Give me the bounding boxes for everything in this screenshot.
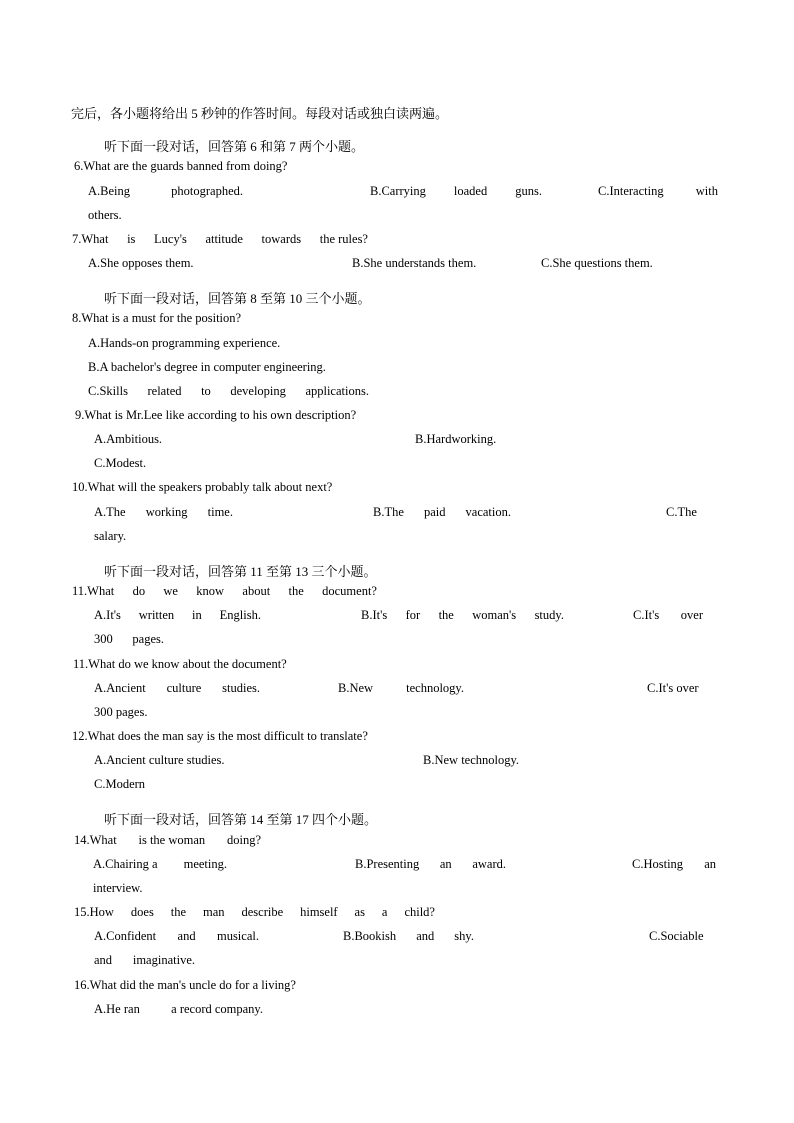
question-14: 14.What is the woman doing? <box>74 833 261 847</box>
question-6-options: A.Being photographed. B.Carrying loaded guns. C.Interacting with <box>88 184 718 198</box>
question-12-option-b: B.New technology. <box>338 681 464 695</box>
question-12: 11.What do we know about the document? <box>73 657 287 671</box>
question-11-option-a: A.It's written in English. <box>94 608 261 622</box>
question-11-option-b: B.It's for the woman's study. <box>361 608 564 622</box>
question-8: 8.What is a must for the position? <box>72 311 242 325</box>
section-heading: 听下面一段对话，回答第 11 至第 13 三个小题。 <box>104 564 377 579</box>
question-7: 7.What is Lucy's attitude towards the rules? <box>72 232 368 246</box>
question-13: 12.What does the man say is the most difficult to translate? <box>72 729 368 743</box>
question-16-option-a: A.He ran a record company. <box>94 1002 263 1016</box>
question-7-option-b: B.She understands them. <box>352 256 477 270</box>
question-8-option-c: C.Skills related to developing applications. <box>88 384 369 398</box>
question-6: 6.What are the guards banned from doing? <box>74 159 288 173</box>
option-a-word2: photographed. <box>171 184 243 198</box>
question-12-option-c: C.It's over <box>647 681 699 695</box>
question-12-option-a: A.Ancient culture studies. <box>94 681 260 695</box>
question-14-option-a: A.Chairing a meeting. <box>93 857 227 871</box>
question-15-option-c: C.Sociable <box>649 929 704 943</box>
question-9-option-a: A.Ambitious. <box>94 432 163 446</box>
question-11-option-c-wrap: 300 pages. <box>94 632 164 646</box>
question-9-option-b: B.Hardworking. <box>415 432 497 446</box>
question-7-option-c: C.She questions them. <box>541 256 653 270</box>
question-13-option-a: A.Ancient culture studies. <box>94 753 225 767</box>
question-8-option-b: B.A bachelor's degree in computer engineering. <box>88 360 326 374</box>
question-9: 9.What is Mr.Lee like according to his own description? <box>75 408 357 422</box>
question-6-option-c-wrap: others. <box>88 208 122 222</box>
section-heading: 听下面一段对话，回答第 6 和第 7 两个小题。 <box>104 139 365 154</box>
question-10-option-c-wrap: salary. <box>94 529 127 543</box>
question-14-option-b: B.Presenting an award. <box>355 857 506 871</box>
question-9-option-c: C.Modest. <box>94 456 147 470</box>
question-10: 10.What will the speakers probably talk about next? <box>72 480 333 494</box>
question-15-option-a: A.Confident and musical. <box>94 929 259 943</box>
question-7-option-a: A.She opposes them. <box>88 256 194 270</box>
question-11: 11.What do we know about the document? <box>72 584 377 598</box>
section-heading: 听下面一段对话，回答第 8 至第 10 三个小题。 <box>104 291 371 306</box>
question-10-option-b: B.The paid vacation. <box>373 505 511 519</box>
question-12-option-c-wrap: 300 pages. <box>94 705 148 719</box>
question-15-option-b: B.Bookish and shy. <box>343 929 474 943</box>
question-13-option-b: B.New technology. <box>423 753 520 767</box>
option-a-word1: A.Being <box>88 184 131 198</box>
question-13-option-c: C.Modern <box>94 777 146 791</box>
question-10-option-a: A.The working time. <box>94 505 233 519</box>
question-16: 16.What did the man's uncle do for a living? <box>74 978 296 992</box>
question-14-option-c: C.Hosting an <box>632 857 716 871</box>
question-11-option-c: C.It's over <box>633 608 703 622</box>
question-10-option-c: C.The <box>666 505 697 519</box>
section-heading: 听下面一段对话，回答第 14 至第 17 四个小题。 <box>104 812 378 827</box>
question-14-option-c-wrap: interview. <box>93 881 143 895</box>
question-15-option-c-wrap: and imaginative. <box>94 953 195 967</box>
question-8-option-a: A.Hands-on programming experience. <box>88 336 281 350</box>
question-15: 15.How does the man describe himself as a child? <box>74 905 435 919</box>
instructions-text: 完后，各小题将给出 5 秒钟的作答时间。每段对话或独白读两遍。 <box>71 106 449 121</box>
